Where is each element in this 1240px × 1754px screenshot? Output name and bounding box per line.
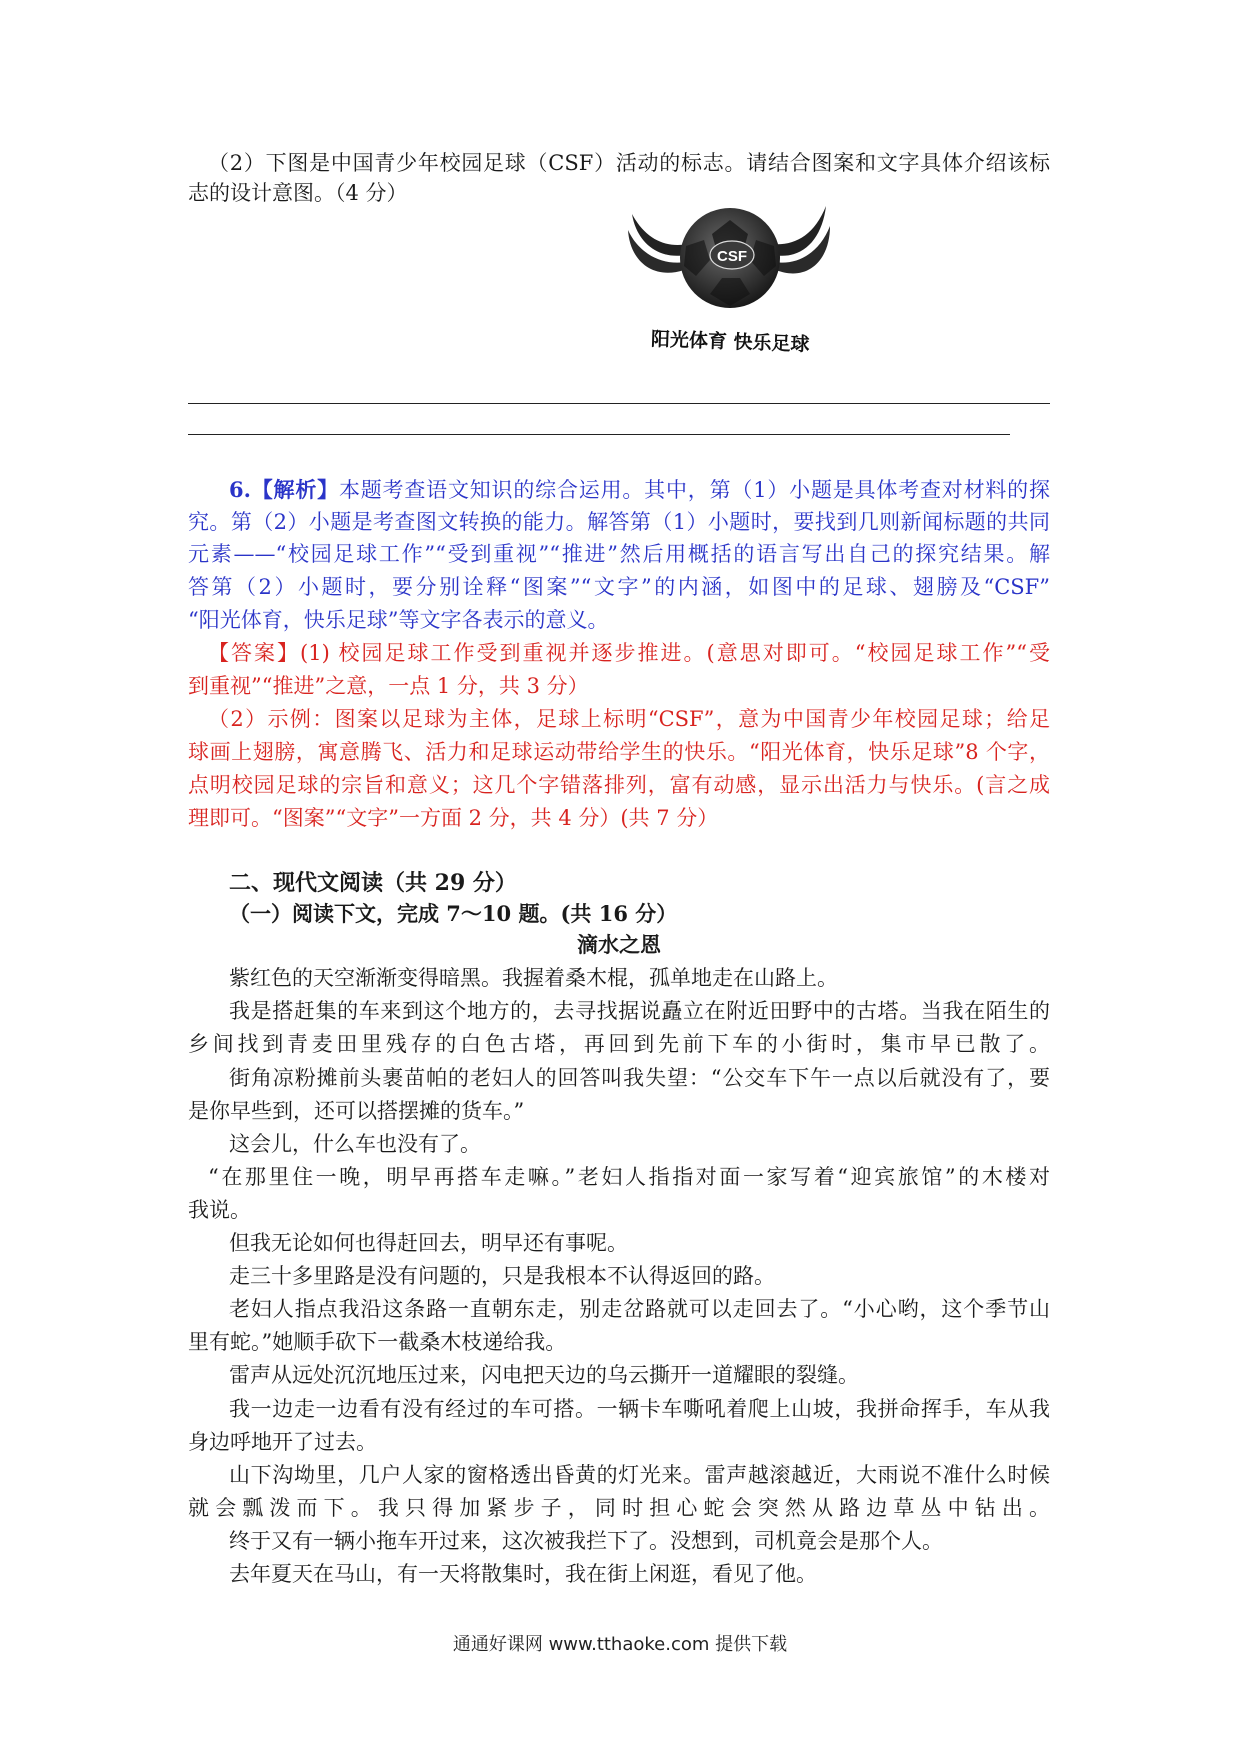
answer-label: 【答案】 [208,641,301,665]
answer-line-text-2: 到重视”“推进”之意，一点 1 分，共 3 分） [188,674,589,698]
story-line-12: 里有蛇。”她顺手砍下一截桑木枝递给我。 [188,1330,567,1354]
story-line-19: 去年夏天在马山，有一天将散集时，我在街上闲逛，看见了他。 [229,1562,817,1586]
story-line-9: 但我无论如何也得赶回去，明早还有事呢。 [229,1231,628,1255]
story-line-8: 我说。 [188,1198,251,1222]
logo-csf-text: CSF [717,248,747,265]
page-footer: 通通好课网 www.tthaoke.com 提供下载 [452,1634,788,1655]
story-line-17: 就会瓢泼而下。我只得加紧步子，同时担心蛇会突然从路边草丛中钻出。 [188,1496,1050,1520]
story-line-1: 紫红色的天空渐渐变得暗黑。我握着桑木棍，孤单地走在山路上。 [229,966,838,990]
answer-line-text-3: （2）示例：图案以足球为主体，足球上标明“CSF”，意为中国青少年校园足球；给足 [208,707,1050,731]
story-line-7: “在那里住一晚，明早再搭车走嘛。”老妇人指指对面一家写着“迎宾旅馆”的木楼对 [208,1165,1050,1189]
section-heading: 二、现代文阅读（共 29 分） [229,870,517,896]
story-line-15: 身边呼地开了过去。 [188,1430,377,1454]
csf-logo-image [626,200,832,360]
answer-line-text-6: 理即可。“图案”“文字”一方面 2 分，共 4 分）(共 7 分） [188,806,719,830]
question-2-line-2: 志的设计意图。（4 分） [188,181,408,205]
analysis-line-1: 6.【解析】本题考查语文知识的综合运用。其中，第（1）小题是具体考查对材料的探 [229,477,1050,502]
analysis-line-5: “阳光体育，快乐足球”等文字各表示的意义。 [188,608,609,632]
logo-slogan-text: 阳光体育 快乐足球 [650,328,810,356]
question-2-line-1: （2）下图是中国青少年校园足球（CSF）活动的标志。请结合图案和文字具体介绍该标 [208,151,1050,175]
answer-line-text-4: 球画上翅膀，寓意腾飞、活力和足球运动带给学生的快乐。“阳光体育，快乐足球”8 个字， [188,740,1050,764]
story-line-13: 雷声从远处沉沉地压过来，闪电把天边的乌云撕开一道耀眼的裂缝。 [229,1363,859,1387]
analysis-label: 6.【解析】 [229,477,339,502]
story-line-16: 山下沟坳里，几户人家的窗格透出昏黄的灯光来。雷声越滚越近，大雨说不准什么时候 [229,1463,1050,1487]
answer-line-text-5: 点明校园足球的宗旨和意义；这几个字错落排列，富有动感，显示出活力与快乐。(言之成 [188,773,1050,797]
analysis-line-4: 答第（2）小题时，要分别诠释“图案”“文字”的内涵，如图中的足球、翅膀及“CSF” [188,575,1050,599]
story-line-11: 老妇人指点我沿这条路一直朝东走，别走岔路就可以走回去了。“小心哟，这个季节山 [229,1297,1050,1321]
analysis-line-2: 究。第（2）小题是考查图文转换的能力。解答第（1）小题时，要找到几则新闻标题的共同 [188,510,1050,534]
sub-heading: （一）阅读下文，完成 7～10 题。(共 16 分） [229,901,678,926]
story-title: 滴水之恩 [577,932,661,957]
story-line-6: 这会儿，什么车也没有了。 [229,1132,481,1156]
story-line-14: 我一边走一边看有没有经过的车可搭。一辆卡车嘶吼着爬上山坡，我拼命挥手，车从我 [229,1397,1050,1421]
answer-line-1 [188,403,1050,404]
story-line-2: 我是搭赶集的车来到这个地方的，去寻找据说矗立在附近田野中的古塔。当我在陌生的 [229,999,1050,1023]
story-line-10: 走三十多里路是没有问题的，只是我根本不认得返回的路。 [229,1264,775,1288]
analysis-line-3: 元素——“校园足球工作”“受到重视”“推进”然后用概括的语言写出自己的探究结果。解 [188,542,1050,566]
story-line-18: 终于又有一辆小拖车开过来，这次被我拦下了。没想到，司机竟会是那个人。 [229,1529,943,1553]
answer-line-text-1: 【答案】(1) 校园足球工作受到重视并逐步推进。(意思对即可。“校园足球工作”“受 [208,641,1050,665]
answer-line-2 [188,434,1010,435]
story-line-5: 是你早些到，还可以搭摆摊的货车。” [188,1099,525,1123]
story-line-4: 街角凉粉摊前头裹苗帕的老妇人的回答叫我失望：“公交车下午一点以后就没有了，要 [229,1066,1050,1090]
story-line-3: 乡间找到青麦田里残存的白色古塔，再回到先前下车的小街时，集市早已散了。 [188,1032,1050,1056]
